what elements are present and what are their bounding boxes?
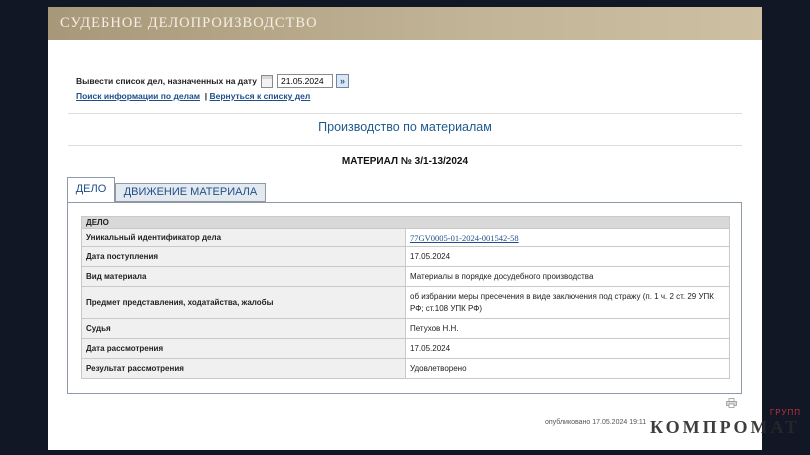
watermark-small-text: ГРУПП	[769, 408, 801, 417]
row-label: Судья	[82, 319, 406, 339]
link-separator: |	[204, 91, 208, 101]
nav-links	[76, 91, 310, 101]
table-header: ДЕЛО	[82, 217, 730, 229]
row-label: Результат рассмотрения	[82, 359, 406, 379]
row-label: Дата рассмотрения	[82, 339, 406, 359]
row-value: 17.05.2024	[406, 247, 730, 267]
material-title: МАТЕРИАЛ № 3/1-13/2024	[341, 156, 469, 167]
date-input[interactable]	[277, 74, 333, 88]
table-row	[82, 339, 730, 359]
row-value: Удовлетворено	[406, 359, 730, 379]
date-filter	[76, 73, 349, 89]
table-row	[82, 319, 730, 339]
page-header-banner	[48, 7, 762, 40]
table-header-row	[82, 217, 730, 229]
table-row	[82, 359, 730, 379]
page-header-title: СУДЕБНОЕ ДЕЛОПРОИЗВОДСТВО	[60, 15, 318, 31]
table-row	[82, 229, 730, 247]
case-table	[81, 216, 730, 379]
case-id-link[interactable]: 77GV0005-01-2024-001542-58	[410, 232, 519, 243]
row-label: Вид материала	[82, 267, 406, 287]
watermark-big-text: КОМПРОМАТ	[650, 417, 800, 437]
tab-case[interactable]: ДЕЛО	[67, 177, 115, 202]
table-row	[82, 267, 730, 287]
divider	[68, 145, 742, 146]
row-value: Материалы в порядке досудебного производства	[406, 267, 730, 287]
table-row	[82, 287, 730, 319]
row-label: Дата поступления	[82, 247, 406, 267]
tab-material-movement[interactable]: ДВИЖЕНИЕ МАТЕРИАЛА	[115, 183, 266, 202]
back-to-list-link[interactable]: Вернуться к списку дел	[209, 91, 311, 101]
court-page	[48, 7, 762, 450]
row-value: 17.05.2024	[406, 339, 730, 359]
row-label: Предмет представления, ходатайства, жалобы	[82, 287, 406, 319]
date-filter-label: Вывести список дел, назначенных на дату	[76, 76, 258, 86]
row-value: об избрании меры пресечения в виде заключения под стражу (п. 1 ч. 2 ст. 29 УПК РФ; ст.108 УПК РФ)	[406, 287, 730, 319]
divider	[68, 113, 742, 114]
table-row	[82, 247, 730, 267]
published-timestamp: опубликовано 17.05.2024 19:11	[545, 419, 647, 426]
row-label: Уникальный идентификатор дела	[82, 229, 406, 247]
section-title: Производство по материалам	[318, 120, 492, 134]
search-cases-link[interactable]: Поиск информации по делам	[76, 91, 200, 101]
go-button[interactable]: »	[336, 74, 349, 88]
printer-icon[interactable]	[726, 398, 737, 408]
row-value	[406, 229, 730, 247]
row-value: Петухов Н.Н.	[406, 319, 730, 339]
calendar-icon[interactable]	[261, 75, 273, 88]
